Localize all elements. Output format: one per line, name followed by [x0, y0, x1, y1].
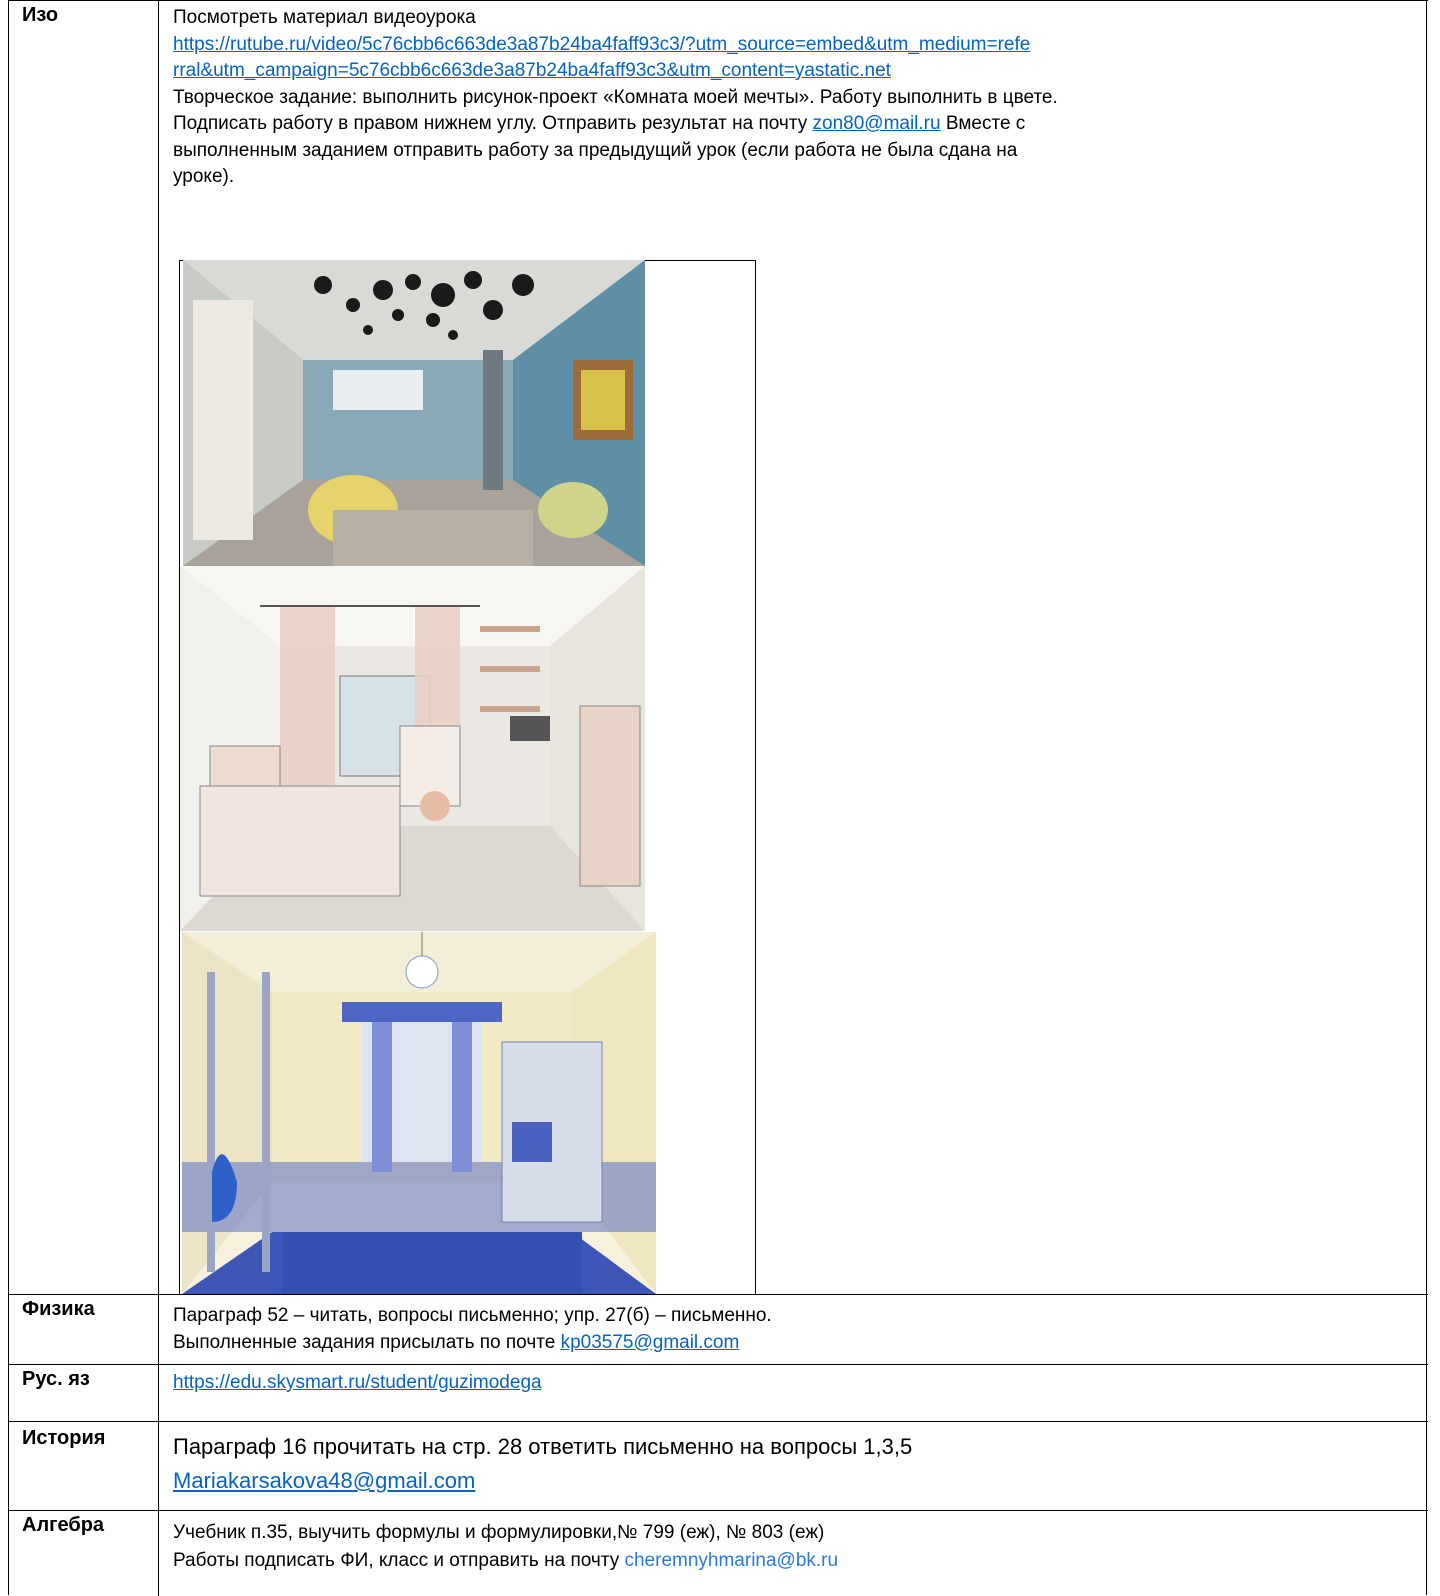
- table-row-history: [8, 1421, 1428, 1511]
- homework-document: [8, 0, 1440, 1595]
- row-content: [173, 5, 1423, 191]
- table-row-physics: [8, 1294, 1428, 1365]
- video-link[interactable]: https://rutube.ru/video/5c76cbb6c663de3a87b24ba4faff93c3/?utm_source=embed&utm_medium=refe: [173, 33, 1031, 55]
- table-row-izo: [8, 0, 1428, 1295]
- text-line: Параграф 52 – читать, вопросы письменно; упр. 27(б) – письменно.: [173, 1305, 772, 1326]
- subject-label: Алгебра: [22, 1514, 105, 1536]
- table-row-russian: [8, 1364, 1428, 1422]
- text-fragment: Выполненные задания присылать по почте: [173, 1331, 561, 1353]
- subject-label: История: [22, 1427, 106, 1449]
- row-content: [173, 1303, 1423, 1356]
- text-line: Параграф 16 прочитать на стр. 28 ответить письменно на вопросы 1,3,5: [173, 1434, 913, 1459]
- video-link-continued[interactable]: rral&utm_campaign=5c76cbb6c663de3a87b24ba4faff93c3&utm_content=yastatic.net: [173, 60, 891, 81]
- text-line: уроке).: [173, 166, 235, 187]
- text-line: Творческое задание: выполнить рисунок-проект «Комната моей мечты». Работу выполнить в цвете.: [173, 86, 1058, 108]
- email-link[interactable]: zon80@mail.ru: [812, 113, 941, 134]
- subject-label: Физика: [22, 1298, 95, 1320]
- text-line: Учебник п.35, выучить формулы и формулировки,№ 799 (еж), № 803 (еж): [173, 1522, 825, 1543]
- text-line: выполненным заданием отправить работу за предыдущий урок (если работа не была сдана на: [173, 139, 1018, 161]
- email-link[interactable]: kp03575@gmail.com: [560, 1331, 740, 1353]
- text-fragment: Подписать работу в правом нижнем углу. Отправить результат на почту: [173, 113, 813, 134]
- room-illustration-2: [180, 566, 645, 931]
- subject-label: Изо: [22, 4, 59, 26]
- text-line: [173, 111, 1423, 138]
- table-row-algebra: [8, 1510, 1428, 1596]
- text-line: Посмотреть материал видеоурока: [173, 7, 476, 28]
- text-line: [173, 1547, 1423, 1575]
- subject-label: Рус. яз: [22, 1368, 90, 1390]
- email-link[interactable]: Mariakarsakova48@gmail.com: [173, 1468, 476, 1493]
- text-fragment: Вместе с: [940, 113, 1026, 134]
- image-table: [166, 260, 751, 1295]
- email-text[interactable]: cheremnyhmarina@bk.ru: [624, 1550, 839, 1571]
- text-line: [173, 1330, 1423, 1357]
- row-content: [173, 1370, 1423, 1397]
- room-illustration-1: [183, 260, 645, 566]
- row-content: [173, 1519, 1423, 1575]
- text-fragment: Работы подписать ФИ, класс и отправить на почту: [173, 1550, 625, 1571]
- skysmart-link[interactable]: https://edu.skysmart.ru/student/guzimodega: [173, 1372, 542, 1393]
- room-illustration-3: [182, 932, 656, 1294]
- row-content: [173, 1430, 1423, 1498]
